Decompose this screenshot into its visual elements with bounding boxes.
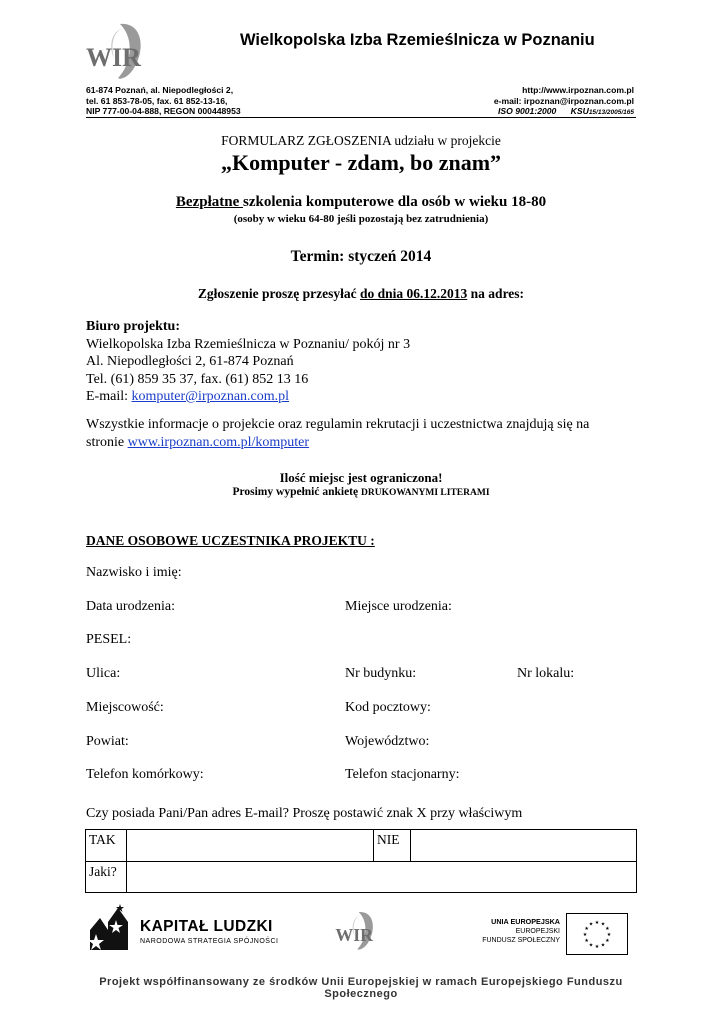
svg-text:★: ★ — [600, 942, 606, 949]
email-question: Czy posiada Pani/Pan adres E-mail? Proszę postawić znak X przy właściwym — [86, 806, 523, 821]
field-county[interactable]: Powiat: — [86, 734, 129, 749]
svg-text:★: ★ — [582, 932, 588, 938]
fill-instruction-text: Prosimy wypełnić ankietę — [232, 486, 361, 498]
project-title: „Komputer - zdam, bo znam” — [220, 150, 502, 175]
human-capital-logo — [86, 900, 130, 952]
svg-text:★: ★ — [594, 920, 600, 926]
org-address: 61-874 Poznań, al. Niepodległości 2, — [86, 85, 234, 95]
ksu-number: 15/13/2005/165 — [588, 109, 634, 117]
field-apartment[interactable]: Nr lokalu: — [517, 666, 575, 681]
iso-cert: ISO 9001:2000 — [498, 106, 557, 117]
svg-text:★: ★ — [605, 926, 610, 932]
office-line-3: Tel. (61) 859 35 37, fax. (61) 852 13 16 — [86, 371, 309, 387]
info-paragraph — [86, 416, 636, 451]
field-street[interactable]: Ulica: — [86, 666, 121, 681]
personal-data-heading: DANE OSOBOWE UCZESTNIKA PROJEKTU : — [86, 533, 375, 548]
field-voivodeship[interactable]: Województwo: — [345, 734, 430, 749]
org-contact-right — [472, 85, 634, 119]
org-website[interactable]: http://www.irpoznan.com.pl — [522, 85, 634, 95]
label-no: NIE — [374, 830, 411, 862]
wir-logo-footer-text: WIR — [335, 924, 374, 945]
svg-text:★: ★ — [588, 921, 594, 928]
field-birth-place[interactable]: Miejsce urodzenia: — [345, 599, 452, 614]
subtitle — [86, 194, 636, 211]
wir-logo-footer — [334, 908, 378, 956]
svg-text:★: ★ — [606, 932, 612, 938]
field-mobile-phone[interactable]: Telefon komórkowy: — [86, 767, 204, 782]
human-capital-subtitle: NARODOWA STRATEGIA SPÓJNOŚCI — [140, 938, 279, 945]
wir-logo-text: WIR — [86, 43, 141, 72]
info-text: Wszystkie informacje o projekcie oraz regulamin rekrutacji i uczestnictwa znajdują się na — [86, 417, 590, 432]
office-email-row — [86, 388, 636, 406]
office-heading: Biuro projektu: — [86, 319, 180, 334]
fill-instruction — [86, 486, 636, 498]
label-which-email: Jaki? — [86, 862, 127, 893]
office-email-label: E-mail: — [86, 389, 132, 404]
subtitle-free: Bezpłatne — [175, 194, 243, 210]
svg-text:★: ★ — [584, 938, 589, 944]
svg-text:★: ★ — [600, 921, 606, 928]
email-address-field[interactable] — [127, 862, 637, 893]
field-landline-phone[interactable]: Telefon stacjonarny: — [345, 767, 460, 782]
field-building[interactable]: Nr budynku: — [345, 666, 417, 681]
deadline-post: na adres: — [467, 286, 525, 301]
header-divider — [86, 117, 636, 118]
field-surname[interactable]: Nazwisko i imię: — [86, 565, 182, 580]
deadline-pre: Zgłoszenie proszę przesyłać — [197, 286, 361, 301]
office-line-2: Al. Niepodległości 2, 61-874 Poznań — [86, 354, 294, 369]
email-choice-table — [85, 829, 637, 893]
info-text-2 — [86, 434, 636, 452]
office-email-link[interactable]: komputer@irpoznan.com.pl — [131, 389, 290, 404]
project-office — [86, 318, 636, 406]
subtitle-rest: szkolenia komputerowe dla osób w wieku 18-80 — [242, 194, 547, 210]
eu-flag-icon — [566, 913, 628, 955]
office-line-1: Wielkopolska Izba Rzemieślnicza w Poznaniu/ pokój nr 3 — [86, 336, 411, 352]
eu-label — [440, 917, 560, 945]
field-city[interactable]: Miejscowość: — [86, 700, 164, 715]
wir-logo — [84, 18, 148, 88]
field-postal-code[interactable]: Kod pocztowy: — [345, 700, 431, 715]
svg-text:★: ★ — [584, 926, 589, 932]
svg-text:★: ★ — [588, 942, 594, 949]
checkbox-yes[interactable] — [127, 830, 374, 862]
deadline-date: do dnia 06.12.2013 — [360, 286, 468, 301]
field-birth-date[interactable]: Data urodzenia: — [86, 599, 176, 614]
human-capital-title: KAPITAŁ LUDZKI — [140, 918, 273, 935]
deadline — [86, 286, 636, 302]
ksu-cert: KSU — [570, 106, 589, 117]
term: Termin: styczeń 2014 — [290, 248, 432, 265]
checkbox-no[interactable] — [411, 830, 637, 862]
org-phone: tel. 61 853-78-05, fax. 61 852-13-16, — [86, 95, 228, 106]
org-name: Wielkopolska Izba Rzemieślnicza w Poznaniu — [240, 31, 595, 49]
eu-label-1: UNIA EUROPEJSKA — [491, 917, 560, 926]
fill-instruction-caps: DRUKOWANYMI LITERAMI — [361, 488, 490, 498]
svg-text:★: ★ — [594, 944, 600, 950]
age-note: (osoby w wieku 64-80 jeśli pozostają bez zatrudnienia) — [233, 213, 489, 225]
cofinancing-note: Projekt współfinansowany ze środków Unii Europejskiej w ramach Europejskiego Funduszu Społecznego — [99, 976, 623, 1000]
eu-label-3: FUNDUSZ SPOŁECZNY — [482, 937, 560, 944]
field-pesel[interactable]: PESEL: — [86, 632, 132, 647]
label-yes: TAK — [86, 830, 127, 862]
info-prefix: stronie — [86, 434, 128, 450]
form-intro: FORMULARZ ZGŁOSZENIA udziału w projekcie — [221, 133, 501, 148]
project-website-link[interactable]: www.irpoznan.com.pl/komputer — [127, 434, 310, 450]
eu-label-2: EUROPEJSKI — [515, 928, 560, 935]
org-nip: NIP 777-00-04-888, REGON 000448953 — [86, 106, 241, 117]
limited-places: Ilość miejsc jest ograniczona! — [279, 470, 443, 485]
svg-text:★: ★ — [605, 938, 610, 944]
org-contact-left — [86, 85, 241, 117]
org-email[interactable]: e-mail: irpoznan@irpoznan.com.pl — [493, 95, 634, 106]
